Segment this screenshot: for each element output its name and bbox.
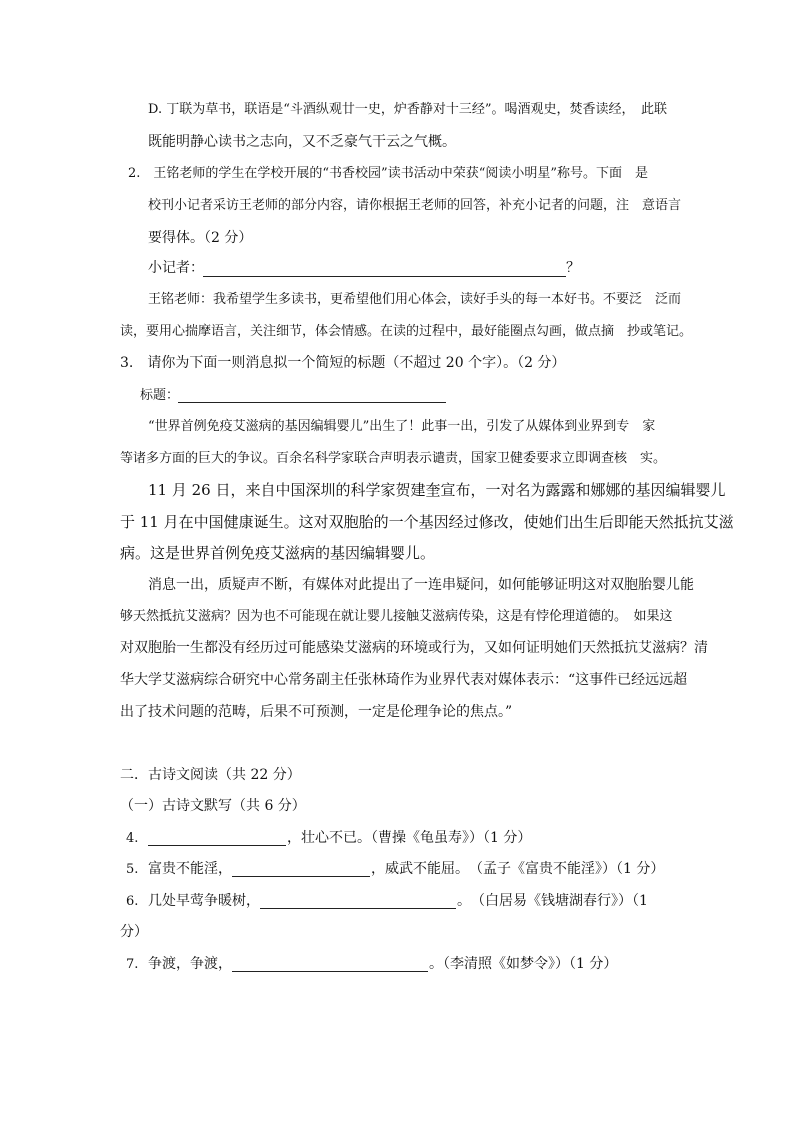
q7-answer-blank[interactable] [232,971,428,972]
headline-answer-blank[interactable] [178,402,446,403]
q5-answer-blank[interactable] [232,876,370,877]
q5-suffix: ，威武不能屈。 （孟子《富贵不能淫》）（1 分） [371,861,665,877]
news-para3-line5: 出了技术问题的范畴，后果不可预测，一定是伦理争论的焦点。” [120,704,513,720]
q5-prefix: 富贵不能淫， [148,861,232,877]
section-two-heading: 二．古诗文阅读（共 22 分） [120,767,301,783]
reporter-answer-blank[interactable] [203,276,566,277]
q7-prefix: 争渡，争渡， [148,956,232,972]
news-para2-line3: 病。这是世界首例免疫艾滋病的基因编辑婴儿。 [120,544,436,562]
q1-option-d-line2: 既能明静心读书之志向，又不乏豪气干云之气概。 [148,134,456,150]
q6-number: 6. [126,894,139,909]
q4-answer-blank[interactable] [148,845,286,846]
q3-prompt: 3. 请你为下面一则消息拟一个简短的标题（不超过 20 个字）。（2 分） [120,355,566,371]
teacher-answer-line1: 王铭老师：我希望学生多读书，更希望他们用心体会，读好手头的每一本好书。不要泛 泛而 [148,292,682,307]
q6-suffix-wrap: 分） [120,924,148,940]
q7-number: 7. [126,957,139,972]
q6-suffix: 。 （白居易《钱塘湖春行》）（1 [457,893,648,909]
news-para2-line1: 11 月 26 日，来自中国深圳的科学家贺建奎宣布，一对名为露露和娜娜的基因编辑婴儿 [148,481,726,499]
q4-text: ，壮心不已。（曹操《龟虽寿》）（1 分） [287,830,532,846]
news-para3-line3: 对双胞胎一生都没有经历过可能感染艾滋病的环境或行为，又如何证明她们天然抵抗艾滋病？清 [120,640,708,656]
news-para1-line1: “世界首例免疫艾滋病的基因编辑婴儿”出生了！此事一出，引发了从媒体到业界到专 家 [148,419,656,434]
headline-label: 标题： [140,388,180,403]
q2-prompt-line1: 2. 王铭老师的学生在学校开展的“书香校园”读书活动中荣获“阅读小明星”称号。下面 是 [128,166,648,181]
news-para3-line1: 消息一出，质疑声不断，有媒体对此提出了一连串疑问，如何能够证明这对双胞胎婴儿能 [148,577,694,593]
subsection-recitation-heading: （一）古诗文默写（共 6 分） [120,798,306,814]
q6-answer-blank[interactable] [260,908,456,909]
q6-prefix: 几处早莺争暖树， [148,893,260,909]
q2-prompt-line3: 要得体。（2 分） [148,230,253,246]
reporter-label: 小记者： [148,260,204,276]
q2-prompt-line2: 校刊小记者采访王老师的部分内容，请你根据王老师的回答，补充小记者的问题，注 意语言 [148,198,682,213]
news-para3-line4: 华大学艾滋病综合研究中心常务副主任张林琦作为业界代表对媒体表示：“这事件已经远远超 [120,672,688,688]
news-para1-line2: 等诸多方面的巨大的争议。百余名科学家联合声明表示谴责，国家卫健委要求立即调查核 实。 [120,451,667,466]
q5-number: 5. [126,862,139,877]
teacher-answer-line2: 读，要用心揣摩语言，关注细节，体会情感。在读的过程中，最好能圈点勾画，做点摘 抄或笔记。 [120,324,693,339]
q1-option-d-line1: D. 丁联为草书，联语是“斗酒纵观廿一史，炉香静对十三经”。喝酒观史，焚香读经， 此联 [148,102,668,117]
news-para2-line2: 于 11 月在中国健康诞生。这对双胞胎的一个基因经过修改，使她们出生后即能天然抵抗艾滋 [120,513,734,531]
news-para3-line2: 够天然抵抗艾滋病？因为也不可能现在就让婴儿接触艾滋病传染，这是有悖伦理道德的。 如果这 [120,609,673,624]
q7-suffix: 。（李清照《如梦令》）（1 分） [429,956,618,972]
reporter-question-mark: ？ [566,260,580,276]
q4-number: 4. [126,831,139,846]
